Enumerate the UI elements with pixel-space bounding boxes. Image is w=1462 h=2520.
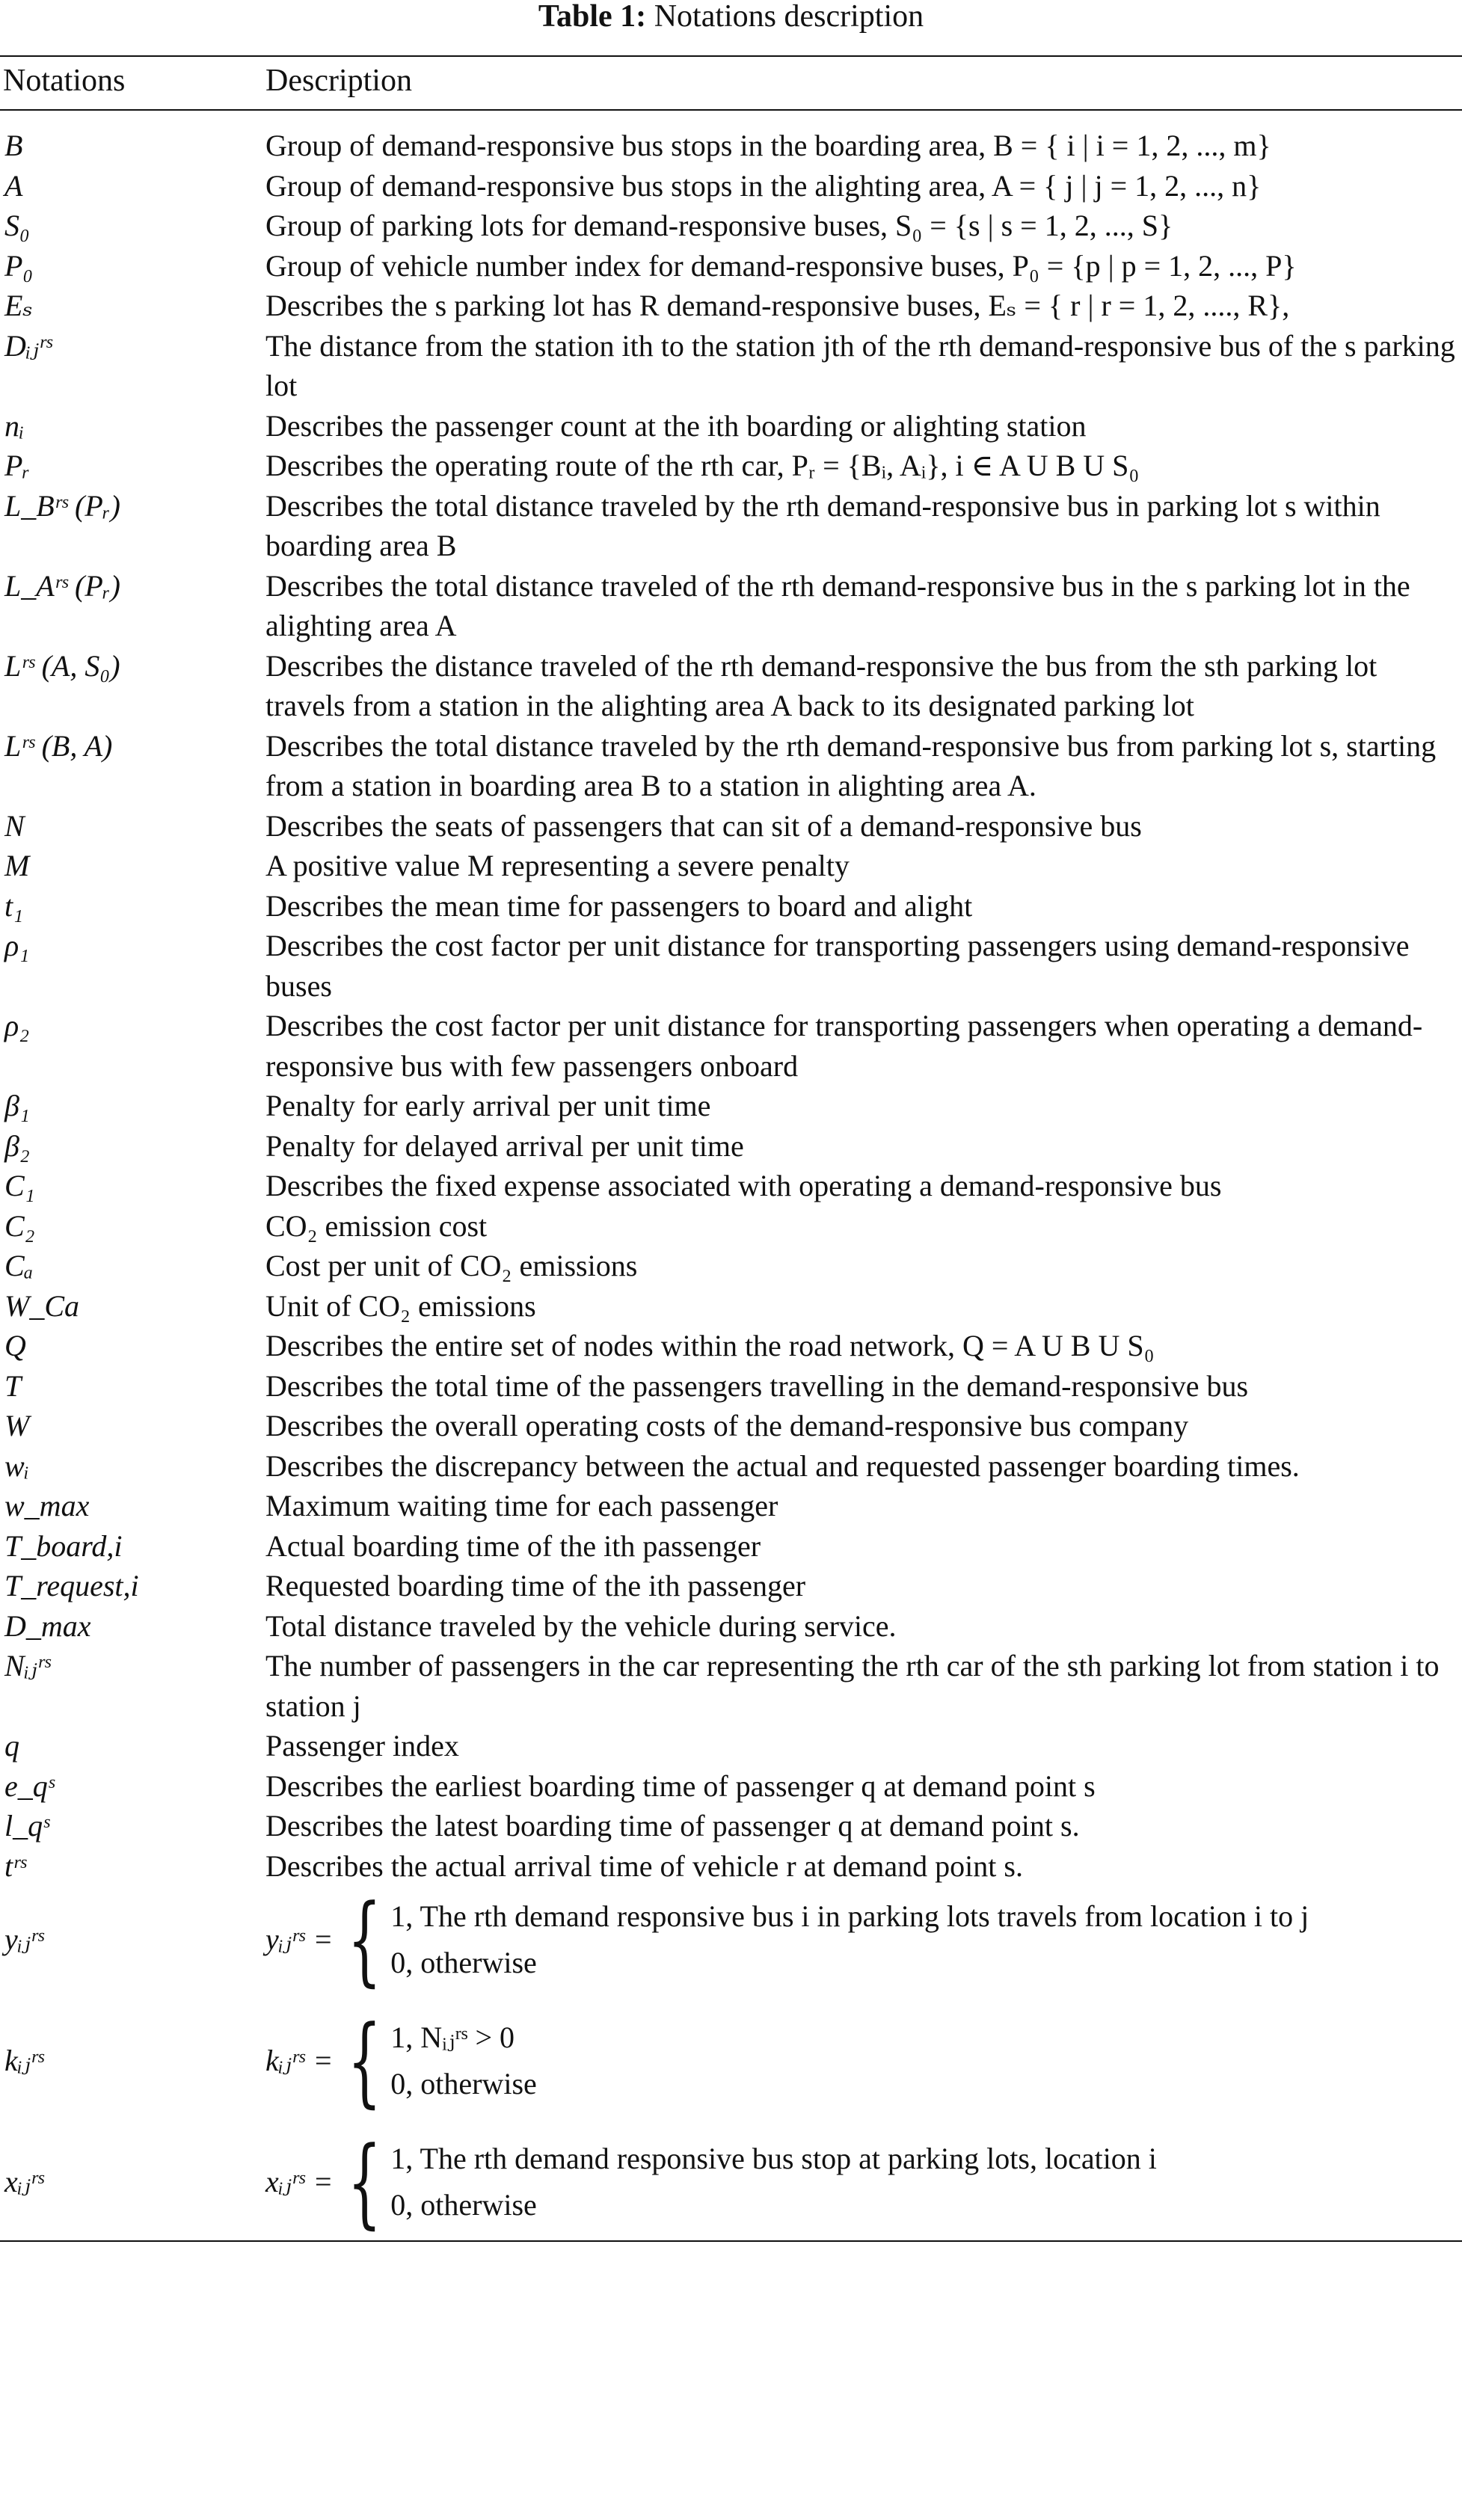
table-row (0, 1846, 1462, 1887)
table-row (0, 846, 1462, 886)
notation-symbol: t₁ (4, 888, 24, 923)
equals-sign: = (314, 2044, 332, 2078)
notation-symbol: kᵢⱼʳˢ (4, 2044, 43, 2078)
notation-symbol: P₀ (4, 248, 34, 283)
table-row (0, 446, 1462, 486)
table-row (0, 886, 1462, 926)
table-row (0, 726, 1462, 806)
notation-description: Describes the total distance traveled of the rth demand-responsive bus in the s parking lot in the alighting area A (265, 568, 1410, 642)
table-row (0, 1086, 1462, 1126)
notation-symbol: M (4, 849, 30, 882)
notation-description: Group of vehicle number index for demand-responsive buses, P₀ = {p | p = 1, 2, ..., P} (265, 248, 1297, 283)
table-row (0, 206, 1462, 246)
notation-description: Describes the operating route of the rth car, Pᵣ = {Bᵢ, Aᵢ}, i ∈ A U B U S₀ (265, 449, 1140, 482)
table-row (0, 1206, 1462, 1247)
case-option: 0, otherwise (390, 2188, 537, 2222)
notation-symbol: L_Bʳˢ (Pᵣ) (4, 488, 120, 523)
notation-symbol: Q (4, 1329, 26, 1362)
notation-symbol: ρ₁ (4, 929, 30, 962)
table-row (0, 110, 1462, 166)
notation-symbol: Pᵣ (4, 449, 31, 482)
table-row (0, 1286, 1462, 1327)
notation-symbol: T_board,i (4, 1528, 123, 1563)
table-row (0, 1126, 1462, 1167)
notation-description: Total distance traveled by the vehicle during service. (265, 1608, 897, 1643)
table-row (0, 246, 1462, 286)
notation-symbol: tʳˢ (4, 1848, 26, 1883)
notation-symbol: T_request,i (4, 1569, 139, 1602)
notation-description: Passenger index (265, 1729, 459, 1763)
table-row (0, 1606, 1462, 1647)
table-row (0, 1726, 1462, 1766)
left-brace-icon: { (347, 2004, 381, 2118)
notation-description: Penalty for delayed arrival per unit time (265, 1128, 744, 1163)
notation-description: Describes the overall operating costs of the demand-responsive bus company (265, 1409, 1189, 1442)
table-row (0, 1526, 1462, 1567)
notation-description: Describes the fixed expense associated with operating a demand-responsive bus (265, 1169, 1222, 1202)
notation-description: Describes the total distance traveled by the rth demand-responsive bus in parking lot s within boarding area B (265, 488, 1380, 562)
table-body (0, 110, 1462, 2241)
notation-description: A positive value M representing a severe penalty (265, 849, 850, 882)
notation-description: Group of demand-responsive bus stops in the boarding area, B = { i | i = 1, 2, ..., m} (265, 129, 1271, 162)
notation-description: The distance from the station ith to the station jth of the rth demand-responsive bus of the s parking lot (265, 328, 1455, 402)
notation-description: Describes the earliest boarding time of passenger q at demand point s (265, 1768, 1096, 1803)
notation-description: Describes the cost factor per unit distance for transporting passengers when operating a demand-responsive bus with few passengers onboard (265, 1009, 1423, 1083)
table-row (0, 1566, 1462, 1606)
notation-description: The number of passengers in the car representing the rth car of the sth parking lot from station i to station j (265, 1649, 1440, 1723)
table-row (0, 1446, 1462, 1487)
notation-description: Cost per unit of CO₂ emissions (265, 1249, 638, 1282)
notation-symbol: e_qˢ (4, 1768, 55, 1803)
table-row (0, 1806, 1462, 1846)
notation-description: Describes the latest boarding time of passenger q at demand point s. (265, 1809, 1080, 1843)
table-row (0, 1766, 1462, 1807)
notation-description: Describes the passenger count at the ith boarding or alighting station (265, 408, 1087, 443)
table-row (0, 286, 1462, 326)
case-option: 0, otherwise (390, 1946, 537, 1979)
notation-description: Describes the cost factor per unit distance for transporting passengers using demand-responsive buses (265, 929, 1410, 1003)
notation-symbol: l_qˢ (4, 1809, 49, 1843)
notation-symbol: β₁ (4, 1089, 30, 1122)
table-row (0, 1326, 1462, 1366)
notation-symbol: L_Aʳˢ (Pᵣ) (4, 568, 120, 603)
notation-symbol: β₂ (4, 1128, 30, 1163)
piecewise-definition (265, 2001, 1462, 2122)
left-brace-icon: { (347, 1883, 381, 1997)
table-caption (0, 0, 1462, 33)
notation-description: Unit of CO₂ emissions (265, 1288, 536, 1323)
notation-symbol: Dᵢⱼʳˢ (4, 328, 52, 363)
notation-symbol: C₂ (4, 1208, 35, 1243)
notation-symbol: D_max (4, 1608, 91, 1643)
caption-label: Table 1: (538, 0, 647, 34)
notation-symbol: Lʳˢ (B, A) (4, 728, 113, 763)
table-row (0, 166, 1462, 206)
table-row (0, 1406, 1462, 1446)
notation-symbol: S₀ (4, 209, 30, 242)
table-row (0, 1486, 1462, 1526)
table-header-row (0, 56, 1462, 110)
table-row (0, 646, 1462, 726)
case-option: 0, otherwise (390, 2067, 537, 2100)
equals-sign: = (314, 2165, 332, 2199)
notation-description: Describes the total distance traveled by the rth demand-responsive bus from parking lot s, starting from a station in boarding area B to a station in alighting area A. (265, 728, 1437, 802)
notation-symbol: C₁ (4, 1169, 35, 1202)
piecewise-definition (265, 1883, 1462, 2001)
notation-symbol: A (4, 168, 23, 203)
table-row (0, 1166, 1462, 1206)
notation-symbol: Nᵢⱼʳˢ (4, 1649, 50, 1682)
notation-description: Describes the discrepancy between the actual and requested passenger boarding times. (265, 1448, 1300, 1483)
header-description: Description (265, 56, 1462, 110)
table-row (0, 1886, 1462, 2001)
piecewise-definition (265, 2122, 1462, 2241)
notation-symbol: nᵢ (4, 408, 25, 443)
table-row (0, 1366, 1462, 1407)
notation-symbol: xᵢⱼʳˢ (0, 2122, 265, 2241)
notation-description: Describes the seats of passengers that can sit of a demand-responsive bus (265, 808, 1142, 843)
case-option: 1, Nᵢⱼʳˢ > 0 (390, 2020, 515, 2054)
notation-symbol: w_max (4, 1489, 90, 1522)
notations-table (0, 55, 1462, 2242)
notation-symbol: B (4, 129, 23, 162)
table-row (0, 1646, 1462, 1726)
notation-description: Actual boarding time of the ith passenger (265, 1528, 761, 1563)
table-row (0, 2122, 1462, 2241)
notation-symbol: Lʳˢ (A, S₀) (4, 648, 120, 683)
notation-description: Describes the s parking lot has R demand-responsive buses, Eₛ = { r | r = 1, 2, ...., R}, (265, 289, 1290, 322)
table-row (0, 566, 1462, 646)
notation-symbol: W_Ca (4, 1288, 79, 1323)
left-brace-icon: { (347, 2125, 381, 2239)
notation-description: Penalty for early arrival per unit time (265, 1089, 711, 1122)
notation-symbol: ρ₂ (4, 1009, 30, 1042)
table-row (0, 406, 1462, 446)
caption-title: Notations description (654, 0, 924, 34)
notation-symbol: yᵢⱼʳˢ (4, 1923, 43, 1957)
notation-symbol: q (4, 1729, 19, 1763)
table-row (0, 1246, 1462, 1286)
notation-description: Maximum waiting time for each passenger (265, 1489, 778, 1522)
table-row (0, 2001, 1462, 2122)
header-notations: Notations (0, 56, 265, 110)
table-row (0, 326, 1462, 406)
notation-description: Group of demand-responsive bus stops in the alighting area, A = { j | j = 1, 2, ..., n} (265, 168, 1262, 203)
case-option: 1, The rth demand responsive bus stop at parking lots, location i (390, 2142, 1157, 2175)
case-option: 1, The rth demand responsive bus i in parking lots travels from location i to j (390, 1899, 1309, 1933)
notation-description: Describes the entire set of nodes within the road network, Q = A U B U S₀ (265, 1329, 1155, 1362)
notation-symbol: wᵢ (4, 1448, 30, 1483)
equation-lhs: kᵢⱼʳˢ (265, 2044, 304, 2078)
notation-description: CO₂ emission cost (265, 1208, 488, 1243)
notation-description: Describes the total time of the passengers travelling in the demand-responsive bus (265, 1368, 1249, 1403)
notation-description: Describes the mean time for passengers to board and alight (265, 888, 973, 923)
notation-symbol: W (4, 1409, 30, 1442)
notation-symbol: T (4, 1368, 22, 1403)
equals-sign: = (314, 1923, 332, 1957)
notation-description: Requested boarding time of the ith passenger (265, 1569, 806, 1602)
notation-symbol: Eₛ (4, 289, 33, 322)
notation-symbol: Cₐ (4, 1249, 34, 1282)
notation-symbol: N (4, 808, 25, 843)
table-row (0, 806, 1462, 846)
table-row (0, 926, 1462, 1006)
table-row (0, 1006, 1462, 1086)
equation-lhs: yᵢⱼʳˢ (265, 1923, 304, 1957)
notation-description: Group of parking lots for demand-responsive buses, S₀ = {s | s = 1, 2, ..., S} (265, 209, 1173, 242)
table-row (0, 486, 1462, 566)
notation-description: Describes the distance traveled of the rth demand-responsive the bus from the sth parking lot travels from a station in the alighting area A back to its designated parking lot (265, 648, 1377, 722)
equation-lhs: xᵢⱼʳˢ (265, 2165, 304, 2199)
notation-description: Describes the actual arrival time of vehicle r at demand point s. (265, 1848, 1023, 1883)
